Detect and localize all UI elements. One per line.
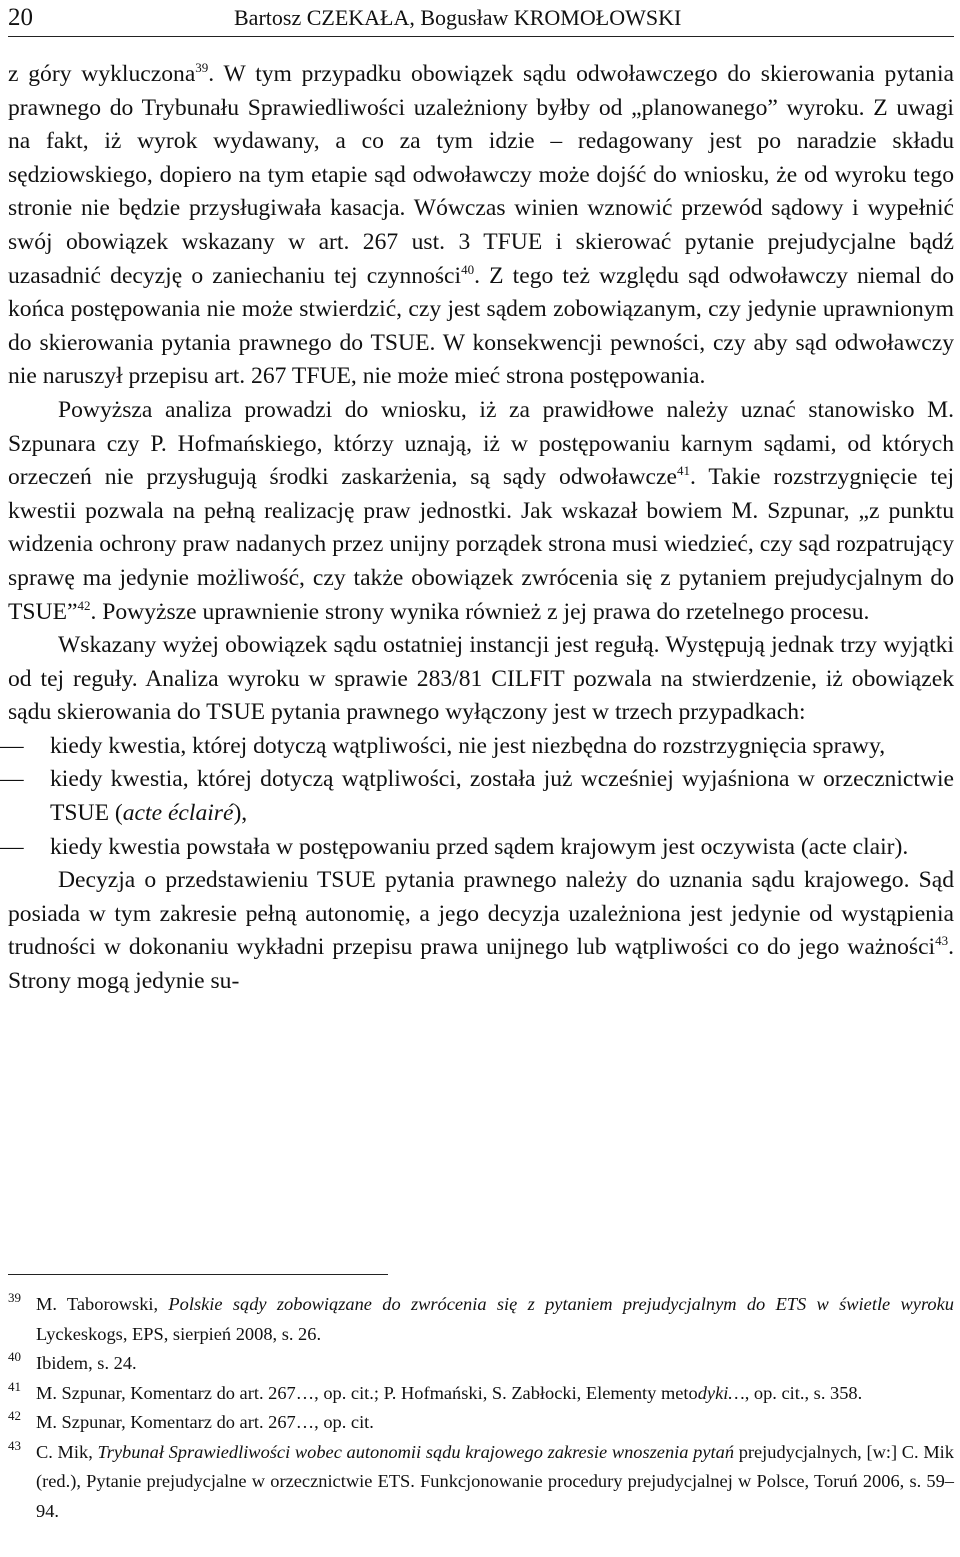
footnote-number: 40	[8, 1349, 21, 1364]
footnote-ref-43[interactable]: 43	[935, 933, 949, 949]
text-run: . Strony mogą jedynie su-	[8, 934, 954, 995]
footnote-ref-41[interactable]: 41	[676, 463, 690, 479]
paragraph-4	[8, 864, 954, 998]
text-run: . Takie rozstrzygnięcie tej kwestii pozwala na pełną realizację praw jednostki. Jak wskazał bowiem M. Szpunar, „z punktu widzenia ochrony praw nadanych przez unijny porządek strona musi wiedzieć, czy sąd rozpatrujący sprawę ma jedynie możliwość, czy także obowiązek zwrócenia się z pytaniem prejudycjalnym do TSUE”	[8, 464, 954, 625]
footnote-39	[8, 1290, 954, 1349]
footnote-ref-39[interactable]: 39	[195, 60, 209, 76]
paragraph-1	[8, 58, 954, 394]
footnote-42	[8, 1408, 954, 1438]
exceptions-list	[0, 730, 954, 864]
footnote-title: Trybunał Sprawiedliwości wobec autonomii sądu krajowego zakresie wnoszenia pytań	[97, 1441, 735, 1462]
footnote-text: , op. cit., s. 358.	[744, 1382, 863, 1403]
list-item-text: kiedy kwestia, której dotyczą wątpliwości, została już wcześniej wyjaśniona w orzecznictwie TSUE (	[50, 766, 954, 827]
list-item	[0, 730, 954, 764]
text-run: z góry wykluczona	[8, 61, 196, 87]
footnote-title: Polskie sądy zobowiązane do zwrócenia się z pytaniem prejudycjalnym do ETS w świetle wyroku	[168, 1294, 954, 1314]
footnote-number: 39	[8, 1290, 21, 1305]
footnote-number: 42	[8, 1408, 21, 1423]
footnote-text: prejudycjalnych, [w:] C. Mik (red.), Pytanie prejudycjalne w orzecznictwie ETS. Funkcjonowanie procedury prejudycjalnej w Polsce, Toruń 2006, s. 59–94.	[36, 1441, 954, 1521]
footnote-number: 41	[8, 1378, 21, 1394]
footnotes	[8, 1290, 954, 1526]
text-run: Powyższa analiza prowadzi do wniosku, iż za prawidłowe należy uznać stanowisko M. Szpunara czy P. Hofmańskiego, którzy uznają, iż w postępowaniu karnym sądami, od których orzeczeń nie przysługują środki zaskarżenia, są sądy odwoławcze	[8, 396, 954, 491]
list-item-text: kiedy kwestia powstała w postępowaniu przed sądem krajowym jest oczywista (acte clair).	[50, 833, 909, 860]
footnote-text: C. Mik,	[36, 1441, 98, 1462]
dash-bullet: —	[0, 732, 24, 759]
footnote-number: 43	[8, 1437, 21, 1453]
list-item-text: kiedy kwestia, której dotyczą wątpliwości, nie jest niezbędna do rozstrzygnięcia sprawy,	[50, 732, 886, 759]
paragraph-3: Wskazany wyżej obowiązek sądu ostatniej instancji jest regułą. Występują jednak trzy wyjątki od tej reguły. Analiza wyroku w sprawie 283/81 CILFIT pozwala na stwierdzenie, iż obowiązek sądu skierowania do TSUE pytania prawnego wyłączony jest w trzech przypadkach:	[8, 632, 954, 726]
footnote-separator	[8, 1274, 388, 1275]
page-number: 20	[8, 4, 33, 31]
paragraph-2	[8, 394, 954, 629]
text-run: . Z tego też względu sąd odwoławczy niemal do końca postępowania nie może stwierdzić, czy jest sądem zobowiązanym, czy jedynie uprawnionym do skierowania pytania prawnego do TSUE. W konsekwencji pewności, czy aby sąd odwoławczy nie naruszył przepisu art. 267 TFUE, nie może mieć strona postępowania.	[8, 262, 954, 390]
page-header	[8, 0, 954, 37]
footnote-ref-42[interactable]: 42	[77, 597, 91, 613]
footnote-40	[8, 1349, 954, 1379]
list-item-text: ),	[233, 800, 248, 827]
list-item	[0, 763, 954, 830]
footnote-text: M. Szpunar, Komentarz do art. 267…, op. cit.; P. Hofmański, S. Zabłocki, Elementy meto	[36, 1382, 698, 1403]
footnote-43	[8, 1438, 954, 1527]
list-item	[0, 831, 954, 865]
text-run: . Powyższe uprawnienie strony wynika również z jej prawa do rzetelnego procesu.	[90, 598, 870, 625]
footnote-ref-40[interactable]: 40	[461, 261, 475, 277]
running-head: Bartosz CZEKAŁA, Bogusław KROMOŁOWSKI	[234, 5, 682, 30]
text-run: . W tym przypadku obowiązek sądu odwoławczego do skierowania pytania prawnego do Trybunału Sprawiedliwości uzależniony byłby od „planowanego” wyroku. Z uwagi na fakt, iż wyrok wydawany, a co za tym idzie – redagowany jest po naradzie składu sędziowskiego, dopiero na tym etapie sąd odwoławczy może dojść do wniosku, że od wyroku tego stronie nie będzie przysługiwała kasacja. Wówczas winien wznowić przewód sądowy i wypełnić swój obowiązek wskazany w art. 267 ust. 3 TFUE i skierować pytanie prejudycjalne bądź uzasadnić decyzję o zaniechaniu tej czynności	[8, 61, 954, 289]
body-text	[0, 58, 954, 999]
dash-bullet: —	[0, 833, 24, 860]
text-run: Decyzja o przedstawieniu TSUE pytania prawnego należy do uznania sądu krajowego. Sąd posiada w tym zakresie pełną autonomię, a jego decyzja uzależniona jest jedynie od wystąpienia trudności w dokonaniu wykładni przepisu prawa unijnego lub wątpliwości co do jego ważności	[8, 867, 954, 961]
footnote-text: M. Taborowski,	[36, 1294, 169, 1314]
footnote-text: M. Szpunar, Komentarz do art. 267…, op. cit.	[36, 1412, 374, 1432]
footnote-41	[8, 1379, 954, 1409]
italic-term: acte éclairé	[122, 800, 234, 827]
footnote-title: dyki…	[697, 1382, 745, 1403]
dash-bullet: —	[0, 766, 24, 793]
footnote-text: Lyckeskogs, EPS, sierpień 2008, s. 26.	[36, 1323, 322, 1344]
footnote-text: Ibidem, s. 24.	[36, 1353, 137, 1373]
